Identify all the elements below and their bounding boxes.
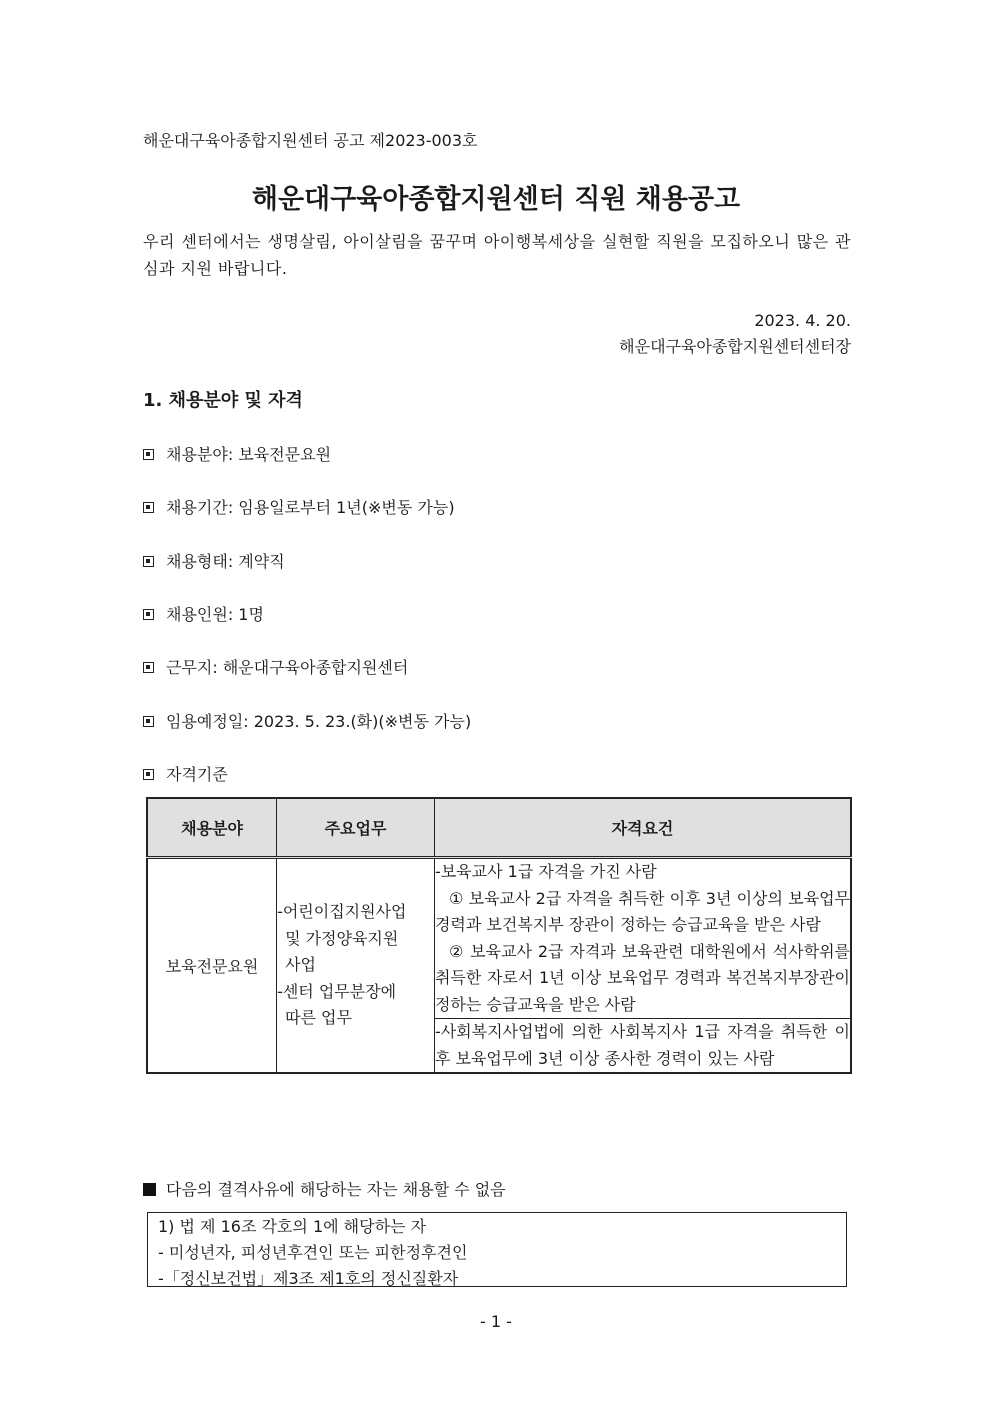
bullet-text: 채용기간: 임용일로부터 1년(※변동 가능) [166, 498, 455, 517]
square-bullet-icon [143, 716, 154, 727]
square-bullet-icon [143, 662, 154, 673]
disqualification-heading-text: 다음의 결격사유에 해당하는 자는 채용할 수 없음 [166, 1180, 506, 1199]
bullet-text: 자격기준 [166, 765, 228, 784]
page-title: 해운대구육아종합지원센터 직원 채용공고 [251, 184, 741, 215]
duty-line: 따른 업무 [285, 1008, 352, 1028]
requirement-sub-1: ① 보육교사 2급 자격을 취득한 이후 3년 이상의 보육업무 경력과 보건복지부 장관이 정하는 승급교육을 받은 사람 [434, 888, 850, 934]
requirement-cell-1 [434, 858, 851, 1019]
duty-line: -센터 업무분장에 [277, 981, 397, 1001]
bullet-item [143, 658, 408, 678]
disqualification-line: 1) 법 제 16조 각호의 1에 해당하는 자 [158, 1217, 427, 1236]
header-field: 채용분야 [147, 798, 277, 858]
duty-line: 및 가정양육지원 [285, 928, 399, 948]
square-bullet-icon [143, 609, 154, 620]
bullet-item [143, 605, 264, 625]
requirement-cell-2: -사회복지사업법에 의한 사회복지사 1급 자격을 취득한 이후 보육업무에 3년 이상 종사한 경력이 있는 사람 [434, 1019, 851, 1074]
bullet-item [143, 445, 331, 465]
black-square-icon [143, 1183, 156, 1196]
duty-line: -어린이집지원사업 [277, 902, 407, 922]
page-number: - 1 - [480, 1312, 512, 1331]
bullet-item [143, 765, 228, 785]
table-row [147, 858, 851, 1019]
duty-cell [277, 858, 435, 1074]
bullet-text: 임용예정일: 2023. 5. 23.(화)(※변동 가능) [166, 712, 472, 731]
bullet-item [143, 712, 471, 732]
square-bullet-icon [143, 556, 154, 567]
bullet-text: 채용분야: 보육전문요원 [166, 445, 332, 464]
section-heading: 1. 채용분야 및 자격 [143, 390, 303, 411]
disqualification-heading [143, 1180, 506, 1200]
bullet-text: 채용형태: 계약직 [166, 552, 285, 571]
notice-number: 해운대구육아종합지원센터 공고 제2023-003호 [143, 131, 478, 150]
table-header-row [147, 798, 851, 858]
duty-line: 사업 [285, 955, 316, 975]
header-requirement: 자격요건 [434, 798, 851, 858]
header-duty: 주요업무 [277, 798, 435, 858]
square-bullet-icon [143, 449, 154, 460]
issuer: 해운대구육아종합지원센터센터장 [619, 337, 851, 356]
square-bullet-icon [143, 502, 154, 513]
disqualification-box [147, 1212, 847, 1287]
square-bullet-icon [143, 769, 154, 780]
requirement-sub-2: ② 보육교사 2급 자격과 보육관련 대학원에서 석사학위를 취득한 자로서 1년 이상 보육업무 경력과 복건복지부장관이 정하는 승급교육을 받은 사람 [434, 941, 850, 1014]
disqualification-line: - 미성년자, 피성년후견인 또는 피한정후견인 [158, 1243, 468, 1262]
intro-paragraph: 우리 센터에서는 생명살림, 아이살림을 꿈꾸며 아이행복세상을 실현할 직원을 모집하오니 많은 관심과 지원 바랍니다. [143, 232, 851, 278]
disqualification-line: -「정신보건법」제3조 제1호의 정신질환자 [158, 1269, 459, 1288]
bullet-text: 채용인원: 1명 [166, 605, 264, 624]
notice-date: 2023. 4. 20. [754, 311, 851, 330]
field-cell: 보육전문요원 [147, 858, 277, 1074]
qualification-table [146, 797, 852, 1074]
requirement-line: -보육교사 1급 자격을 가진 사람 [434, 862, 657, 881]
bullet-item [143, 498, 455, 518]
bullet-text: 근무지: 해운대구육아종합지원센터 [166, 658, 409, 677]
bullet-item [143, 552, 285, 572]
